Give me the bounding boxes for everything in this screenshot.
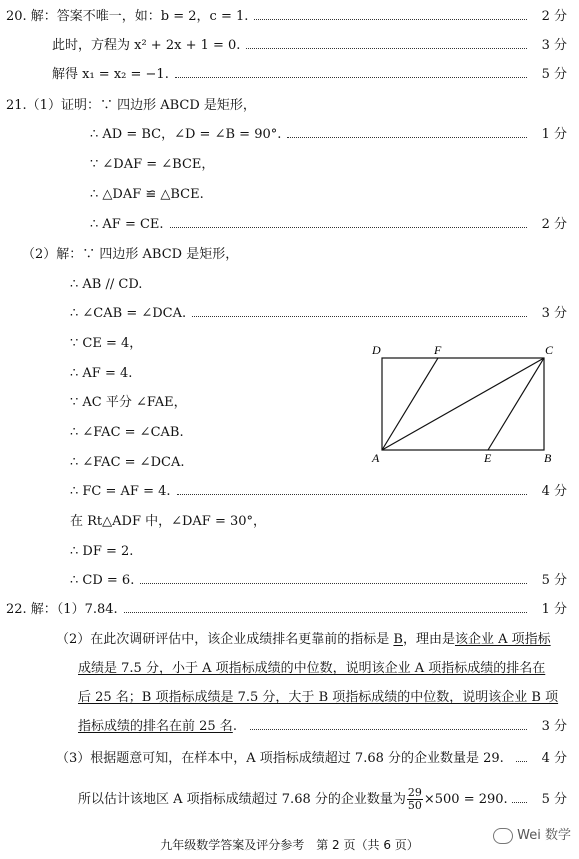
- answer-line: [0, 126, 579, 144]
- answer-text: ∴ AF = CE.: [90, 216, 168, 234]
- leader-dots: [287, 126, 527, 138]
- answer-line: [0, 8, 579, 26]
- answer-line: [0, 216, 579, 234]
- answer-line: [0, 97, 579, 115]
- answer-text: 此时，方程为 x² + 2x + 1 = 0.: [52, 37, 244, 55]
- q22-3-line2: [0, 787, 579, 813]
- answer-line: [0, 483, 579, 501]
- score: 1 分: [538, 126, 567, 144]
- score: 2 分: [538, 216, 567, 234]
- answer-line: [0, 601, 579, 619]
- answer-text: ∴ FC = AF = 4.: [70, 483, 175, 501]
- leader-dots: [192, 305, 527, 317]
- answer-text: ∴ CD = 6.: [70, 572, 138, 590]
- leader-dots: [512, 791, 527, 803]
- q22-2-reason: 指标成绩的排名在前 25 名: [78, 719, 233, 734]
- label-b: B: [544, 451, 552, 465]
- answer-text: 20. 解：答案不唯一，如：b = 2，c = 1.: [6, 8, 252, 26]
- label-e: E: [484, 451, 492, 465]
- q22-2-reason: 成绩是 7.5 分，小于 A 项指标成绩的中位数，说明该企业 A 项指标成绩的排名在: [78, 660, 549, 678]
- answer-text: 在 Rt△ADF 中，∠DAF = 30°，: [70, 513, 270, 531]
- answer-line: [0, 513, 579, 531]
- label-a: A: [372, 451, 380, 465]
- answer-line: [0, 572, 579, 590]
- score: 4 分: [538, 483, 567, 501]
- q22-2-line4: [0, 718, 579, 736]
- answer-line: [0, 543, 579, 561]
- label-f: F: [434, 343, 442, 357]
- score: 5 分: [538, 787, 567, 813]
- label-d: D: [372, 343, 381, 357]
- leader-dots: [140, 572, 527, 584]
- score: 3 分: [538, 718, 567, 736]
- answer-line: [0, 156, 579, 174]
- q22-2-line2: [0, 660, 579, 678]
- score: 3 分: [538, 37, 567, 55]
- leader-dots: [124, 601, 527, 613]
- score: 1 分: [538, 601, 567, 619]
- segment-af: [382, 358, 438, 450]
- fraction: [407, 787, 423, 812]
- score: 2 分: [538, 8, 567, 26]
- answer-text: 解得 x₁ = x₂ = −1.: [52, 66, 173, 84]
- answer-text: ∵ ∠DAF = ∠BCE，: [90, 156, 218, 174]
- answer-text: ∵ CE = 4，: [70, 335, 146, 353]
- leader-dots: [516, 750, 527, 762]
- answer-text: ∴ ∠CAB = ∠DCA.: [70, 305, 190, 323]
- answer-text: 21.（1）证明：∵ 四边形 ABCD 是矩形，: [6, 97, 260, 115]
- q22-2-answer: B: [393, 632, 403, 647]
- q22-2-text: .: [232, 719, 237, 734]
- answer-text: ∴ DF = 2.: [70, 543, 137, 561]
- q22-2-text: ，理由是: [402, 632, 455, 647]
- score: 5 分: [538, 66, 567, 84]
- answer-text: 22. 解：（1）7.84.: [6, 601, 122, 619]
- answer-text: ∵ AC 平分 ∠FAE，: [70, 394, 191, 412]
- answer-line: [0, 246, 579, 264]
- diagonal-ac: [382, 358, 544, 450]
- leader-dots: [246, 37, 527, 49]
- answer-text: ∴ ∠FAC = ∠DCA.: [70, 454, 188, 472]
- q22-3-text: ×500 = 290.: [423, 792, 508, 807]
- answer-line: [0, 66, 579, 84]
- label-c: C: [545, 343, 554, 357]
- q22-2-text: （2）在此次调研评估中，该企业成绩排名更靠前的指标是: [56, 632, 394, 647]
- q22-2-reason: 后 25 名；B 项指标成绩是 7.5 分，大于 B 项指标成绩的中位数，说明该企业 B 项: [78, 689, 562, 707]
- answer-line: [0, 186, 579, 204]
- fraction-numerator: 29: [407, 786, 422, 799]
- score: 4 分: [538, 750, 567, 768]
- watermark-text: Wei 数学: [517, 828, 571, 843]
- score: 5 分: [538, 572, 567, 590]
- answer-text: ∴ △DAF ≌ △BCE.: [90, 186, 208, 204]
- answer-line: [0, 276, 579, 294]
- q22-2-line3: [0, 689, 579, 707]
- score: 3 分: [538, 305, 567, 323]
- leader-dots: [175, 66, 527, 78]
- leader-dots: [250, 718, 527, 730]
- answer-text: ∴ AF = 4.: [70, 365, 136, 383]
- answer-text: ∴ ∠FAC = ∠CAB.: [70, 424, 188, 442]
- q22-3-text: 所以估计该地区 A 项指标成绩超过 7.68 分的企业数量为: [78, 792, 406, 807]
- q22-3-line1: [0, 750, 579, 768]
- segment-ce: [488, 358, 544, 450]
- q22-2-line1: [0, 631, 579, 649]
- answer-text: （2）解：∵ 四边形 ABCD 是矩形，: [22, 246, 242, 264]
- answer-line: [0, 305, 579, 323]
- answer-text: ∴ AB // CD.: [70, 276, 146, 294]
- rectangle-figure: [368, 338, 558, 468]
- watermark: [493, 824, 571, 844]
- answer-line: [0, 37, 579, 55]
- page-footer: 九年级数学答案及评分参考 第 2 页（共 6 页）: [160, 838, 419, 852]
- leader-dots: [170, 216, 527, 228]
- answer-text: ∴ AD = BC，∠D = ∠B = 90°.: [90, 126, 285, 144]
- q22-3-text: （3）根据题意可知，在样本中，A 项指标成绩超过 7.68 分的企业数量是 29.: [56, 750, 508, 768]
- leader-dots: [177, 483, 527, 495]
- q22-2-reason: 该企业 A 项指标: [454, 632, 551, 647]
- fraction-denominator: 50: [407, 799, 422, 812]
- wechat-icon: [493, 828, 513, 844]
- leader-dots: [254, 8, 527, 20]
